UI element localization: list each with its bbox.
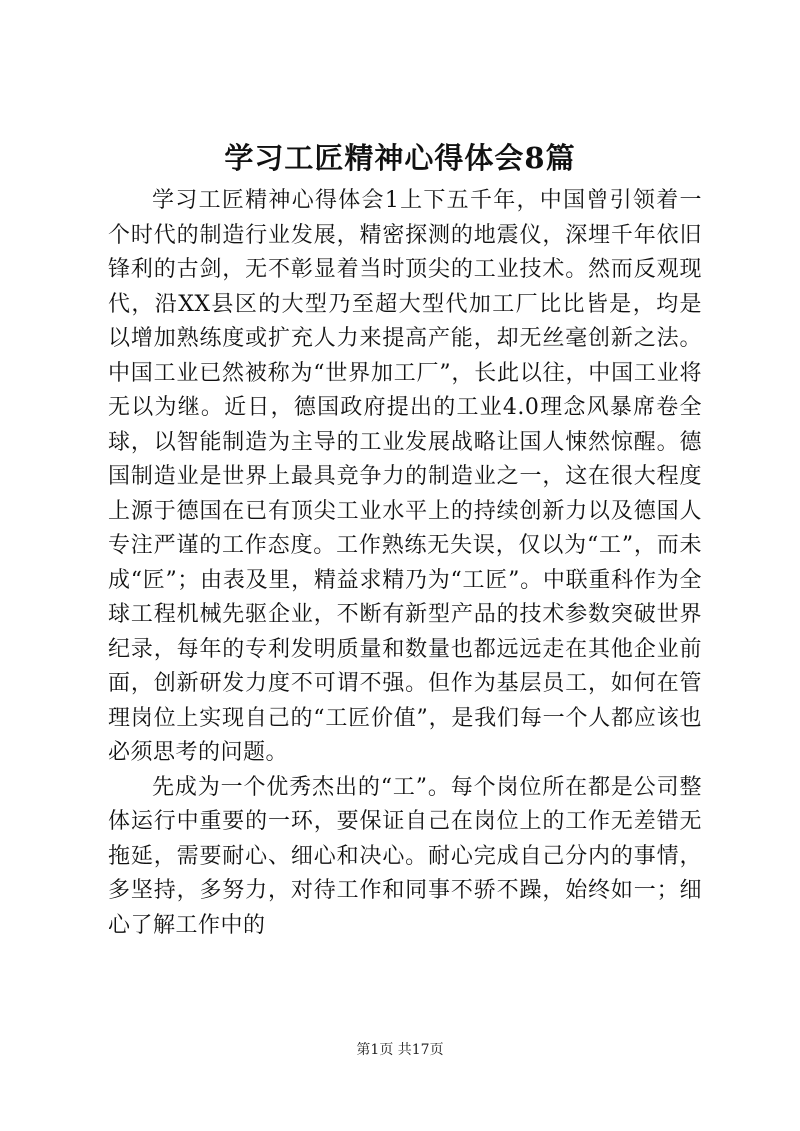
- document-body: [108, 184, 702, 943]
- page-number-footer: 第1页 共17页: [356, 1042, 444, 1058]
- page-title: 学习工匠精神心得体会8篇: [224, 141, 576, 175]
- paragraph-2: 先成为一个优秀杰出的“工”。每个岗位所在都是公司整体运行中重要的一环，要保证自己在岗位上的工作无差错无拖延，需要耐心、细心和决心。耐心完成自己分内的事情，多坚持，多努力，对待工作和同事不骄不躁，始终如一；细心了解工作中的: [108, 774, 702, 938]
- paragraph-1: 学习工匠精神心得体会1上下五千年，中国曾引领着一个时代的制造行业发展，精密探测的地震仪，深埋千年依旧锋利的古剑，无不彰显着当时顶尖的工业技术。然而反观现代，沿XX县区的大型乃至超大型代加工厂比比皆是，均是以增加熟练度或扩充人力来提高产能，却无丝毫创新之法。中国工业已然被称为“世界加工厂”，长此以往，中国工业将无以为继。近日，德国政府提出的工业4.0理念风暴席卷全球，以智能制造为主导的工业发展战略让国人悚然惊醒。德国制造业是世界上最具竞争力的制造业之一，这在很大程度上源于德国在已有顶尖工业水平上的持续创新力以及德国人专注严谨的工作态度。工作熟练无失误，仅以为“工”，而未成“匠”；由表及里，精益求精乃为“工匠”。中联重科作为全球工程机械先驱企业，不断有新型产品的技术参数突破世界纪录，每年的专利发明质量和数量也都远远走在其他企业前面，创新研发力度不可谓不强。但作为基层员工，如何在管理岗位上实现自己的“工匠价值”，是我们每一个人都应该也必须思考的问题。: [108, 188, 702, 765]
